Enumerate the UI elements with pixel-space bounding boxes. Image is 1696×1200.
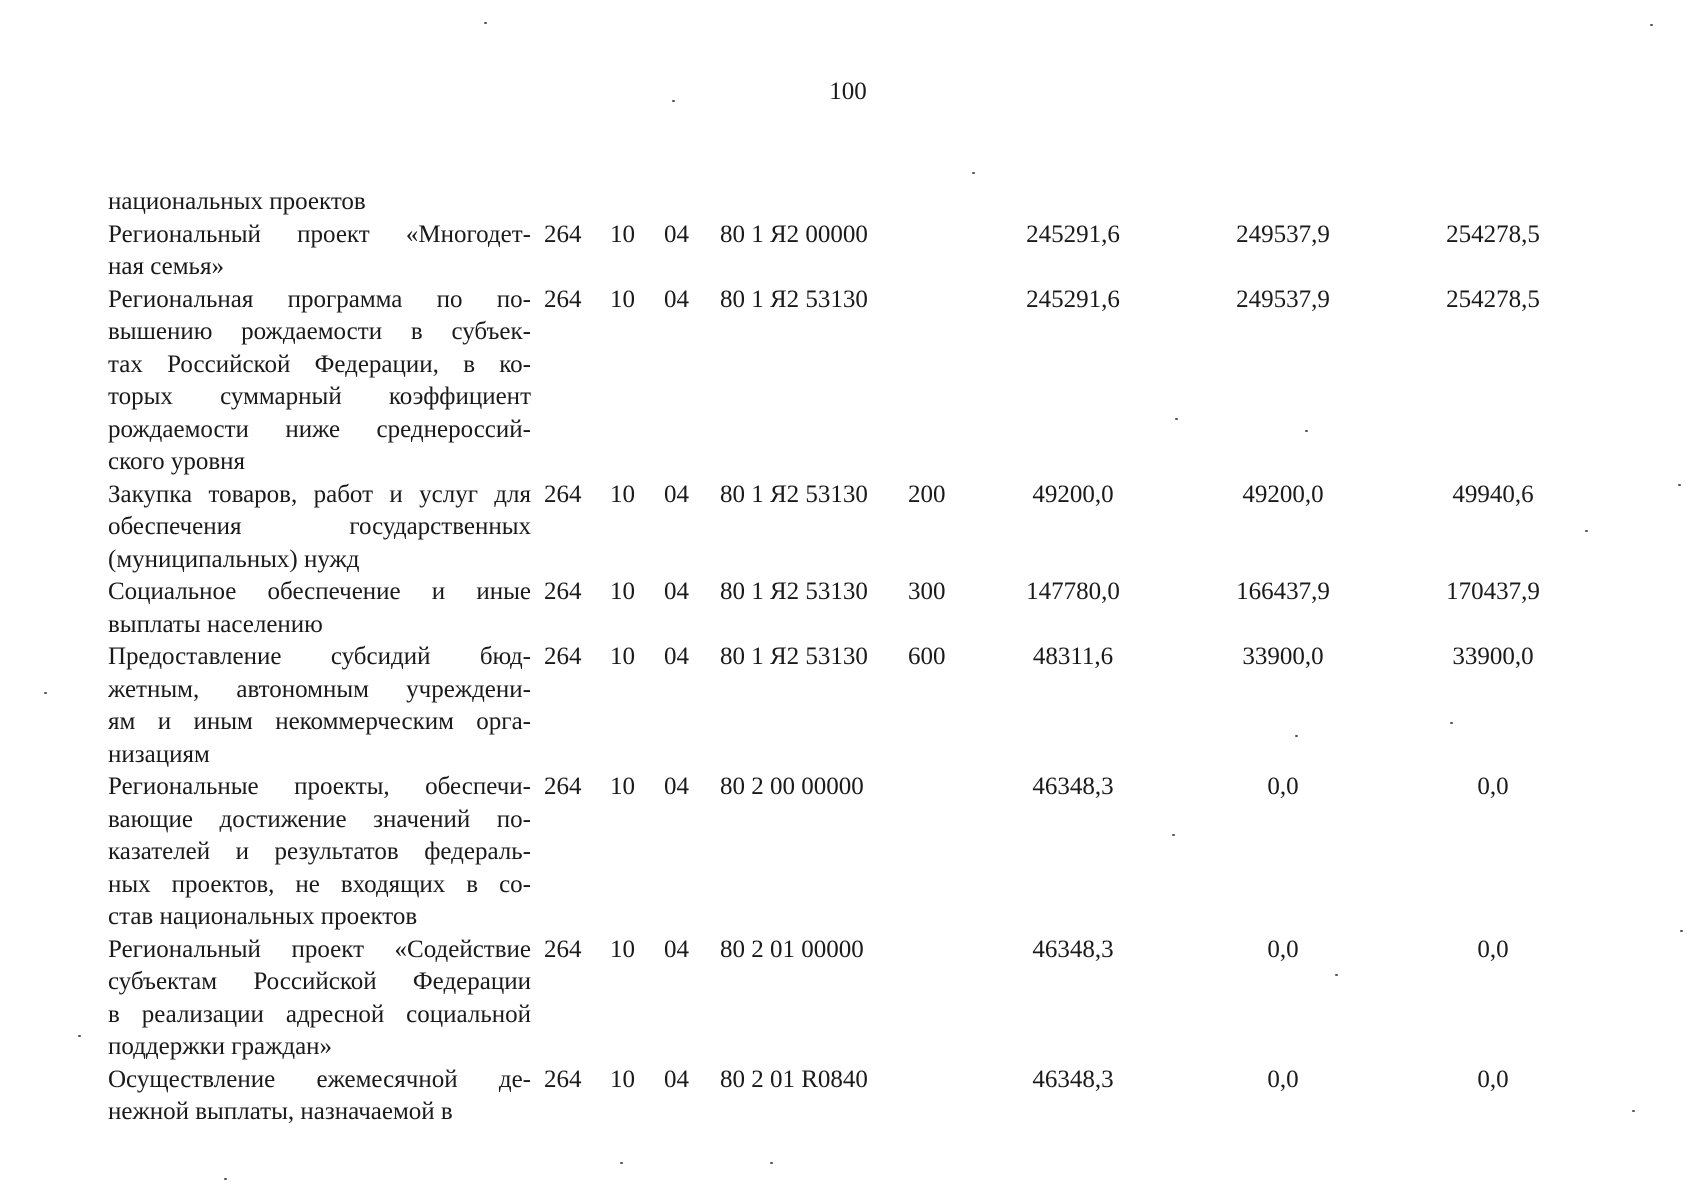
row-description: [108, 479, 531, 577]
amount-year-1: 46348,3: [1032, 935, 1114, 963]
description-line: ная семья»: [108, 253, 224, 280]
description-line: Региональные проекты, обеспечи-: [108, 773, 531, 800]
table-row: [108, 576, 1588, 641]
target-article: 80 1 Я2 53130: [720, 480, 868, 508]
section-code: 10: [610, 480, 635, 508]
ministry-code: 264: [544, 643, 582, 670]
amount-year-1: 46348,3: [1032, 773, 1114, 800]
ministry-code: 264: [544, 1065, 582, 1093]
amount-year-3: 254278,5: [1446, 285, 1540, 313]
description-line: тах Российской Федерации, в ко-: [108, 350, 531, 378]
description-line: национальных проектов: [108, 188, 366, 215]
target-article: 80 2 01 R0840: [720, 1065, 868, 1093]
description-line: казателей и результатов федераль-: [108, 838, 531, 865]
table-row: [108, 771, 1588, 934]
amount-year-2: 0,0: [1267, 935, 1299, 963]
description-line: поддержки граждан»: [108, 1033, 333, 1060]
scan-speck: [44, 692, 47, 694]
description-line: (муниципальных) нужд: [108, 545, 360, 573]
target-article: 80 2 01 00000: [720, 935, 864, 963]
amount-year-2: 0,0: [1267, 1065, 1299, 1093]
ministry-code: 264: [544, 578, 582, 605]
row-description: [108, 576, 531, 641]
description-line: ных проектов, не входящих в со-: [108, 870, 531, 898]
description-line: Социальное обеспечение и иные: [108, 578, 531, 605]
scan-speck: [1172, 834, 1175, 836]
scan-speck: [484, 22, 487, 24]
scan-speck: [1650, 24, 1653, 26]
table-row: [108, 284, 1588, 479]
expense-type: 600: [908, 643, 946, 670]
description-line: Региональная программа по по-: [108, 285, 531, 313]
description-line: нежной выплаты, назначаемой в: [108, 1098, 453, 1125]
description-line: вающие достижение значений по-: [108, 805, 531, 833]
section-code: 10: [610, 285, 635, 313]
table-row: [108, 479, 1588, 577]
description-line: Предоставление субсидий бюд-: [108, 643, 531, 670]
description-line: Региональный проект «Содействие: [108, 935, 531, 963]
subsection-code: 04: [664, 578, 689, 605]
amount-year-2: 49200,0: [1242, 480, 1324, 508]
target-article: 80 2 00 00000: [720, 773, 864, 800]
row-description: [108, 771, 531, 934]
subsection-code: 04: [664, 1065, 689, 1093]
target-article: 80 1 Я2 00000: [720, 220, 868, 248]
table-row: [108, 186, 1588, 219]
amount-year-3: 0,0: [1477, 1065, 1509, 1093]
ministry-code: 264: [544, 220, 582, 248]
description-line: обеспечения государственных: [108, 513, 531, 540]
description-line: низациям: [108, 740, 210, 768]
row-description: [108, 284, 531, 479]
section-code: 10: [610, 578, 635, 605]
amount-year-1: 46348,3: [1032, 1065, 1114, 1093]
scan-speck: [1335, 974, 1338, 976]
scan-speck: [1680, 930, 1683, 932]
ministry-code: 264: [544, 773, 582, 800]
amount-year-3: 254278,5: [1446, 220, 1540, 248]
scan-speck: [1450, 722, 1453, 724]
scan-speck: [1175, 418, 1178, 420]
ministry-code: 264: [544, 285, 582, 313]
section-code: 10: [610, 643, 635, 670]
table-row: [108, 219, 1588, 284]
row-description: [108, 186, 531, 219]
scan-speck: [1305, 430, 1308, 432]
scan-speck: [620, 1162, 623, 1164]
description-line: став национальных проектов: [108, 903, 418, 930]
scan-speck: [1295, 735, 1298, 737]
amount-year-1: 147780,0: [1026, 578, 1120, 605]
section-code: 10: [610, 1065, 635, 1093]
amount-year-2: 33900,0: [1242, 643, 1324, 670]
scan-speck: [1632, 1110, 1635, 1112]
amount-year-1: 245291,6: [1026, 285, 1120, 313]
description-line: вышению рождаемости в субъек-: [108, 318, 531, 345]
subsection-code: 04: [664, 285, 689, 313]
subsection-code: 04: [664, 220, 689, 248]
amount-year-3: 0,0: [1477, 773, 1509, 800]
description-line: Осуществление ежемесячной де-: [108, 1065, 531, 1093]
amount-year-2: 249537,9: [1236, 220, 1330, 248]
amount-year-3: 170437,9: [1446, 578, 1540, 605]
table-row: [108, 1064, 1588, 1129]
scan-speck: [1678, 484, 1681, 486]
row-description: [108, 1064, 531, 1129]
target-article: 80 1 Я2 53130: [720, 285, 868, 313]
amount-year-3: 0,0: [1477, 935, 1509, 963]
subsection-code: 04: [664, 643, 689, 670]
target-article: 80 1 Я2 53130: [720, 643, 868, 670]
scan-speck: [972, 172, 975, 174]
amount-year-1: 245291,6: [1026, 220, 1120, 248]
amount-year-3: 33900,0: [1452, 643, 1534, 670]
expense-type: 300: [908, 578, 946, 605]
scan-speck: [770, 1162, 773, 1164]
ministry-code: 264: [544, 480, 582, 508]
target-article: 80 1 Я2 53130: [720, 578, 868, 605]
description-line: выплаты населению: [108, 610, 323, 638]
description-line: субъектам Российской Федерации: [108, 968, 531, 995]
amount-year-2: 166437,9: [1236, 578, 1330, 605]
page-number: 100: [829, 78, 867, 105]
amount-year-2: 249537,9: [1236, 285, 1330, 313]
row-description: [108, 641, 531, 771]
scan-speck: [224, 1178, 227, 1180]
budget-table: [108, 186, 1588, 1129]
table-row: [108, 934, 1588, 1064]
description-line: торых суммарный коэффициент: [108, 383, 531, 410]
scan-speck: [78, 1035, 81, 1037]
expense-type: 200: [908, 480, 946, 508]
amount-year-2: 0,0: [1267, 773, 1299, 800]
description-line: Закупка товаров, работ и услуг для: [108, 480, 531, 508]
amount-year-1: 49200,0: [1032, 480, 1114, 508]
subsection-code: 04: [664, 480, 689, 508]
description-line: рождаемости ниже среднероссий-: [108, 415, 531, 443]
description-line: жетным, автономным учреждени-: [108, 675, 531, 703]
subsection-code: 04: [664, 935, 689, 963]
description-line: ского уровня: [108, 448, 246, 475]
description-line: Региональный проект «Многодет-: [108, 220, 531, 248]
section-code: 10: [610, 935, 635, 963]
row-description: [108, 219, 531, 284]
scan-speck: [672, 100, 675, 102]
subsection-code: 04: [664, 773, 689, 800]
section-code: 10: [610, 220, 635, 248]
row-description: [108, 934, 531, 1064]
description-line: ям и иным некоммерческим орга-: [108, 708, 531, 735]
scan-speck: [1585, 530, 1588, 532]
table-row: [108, 641, 1588, 771]
amount-year-3: 49940,6: [1452, 480, 1534, 508]
amount-year-1: 48311,6: [1032, 643, 1114, 670]
section-code: 10: [610, 773, 635, 800]
ministry-code: 264: [544, 935, 582, 963]
description-line: в реализации адресной социальной: [108, 1000, 531, 1028]
